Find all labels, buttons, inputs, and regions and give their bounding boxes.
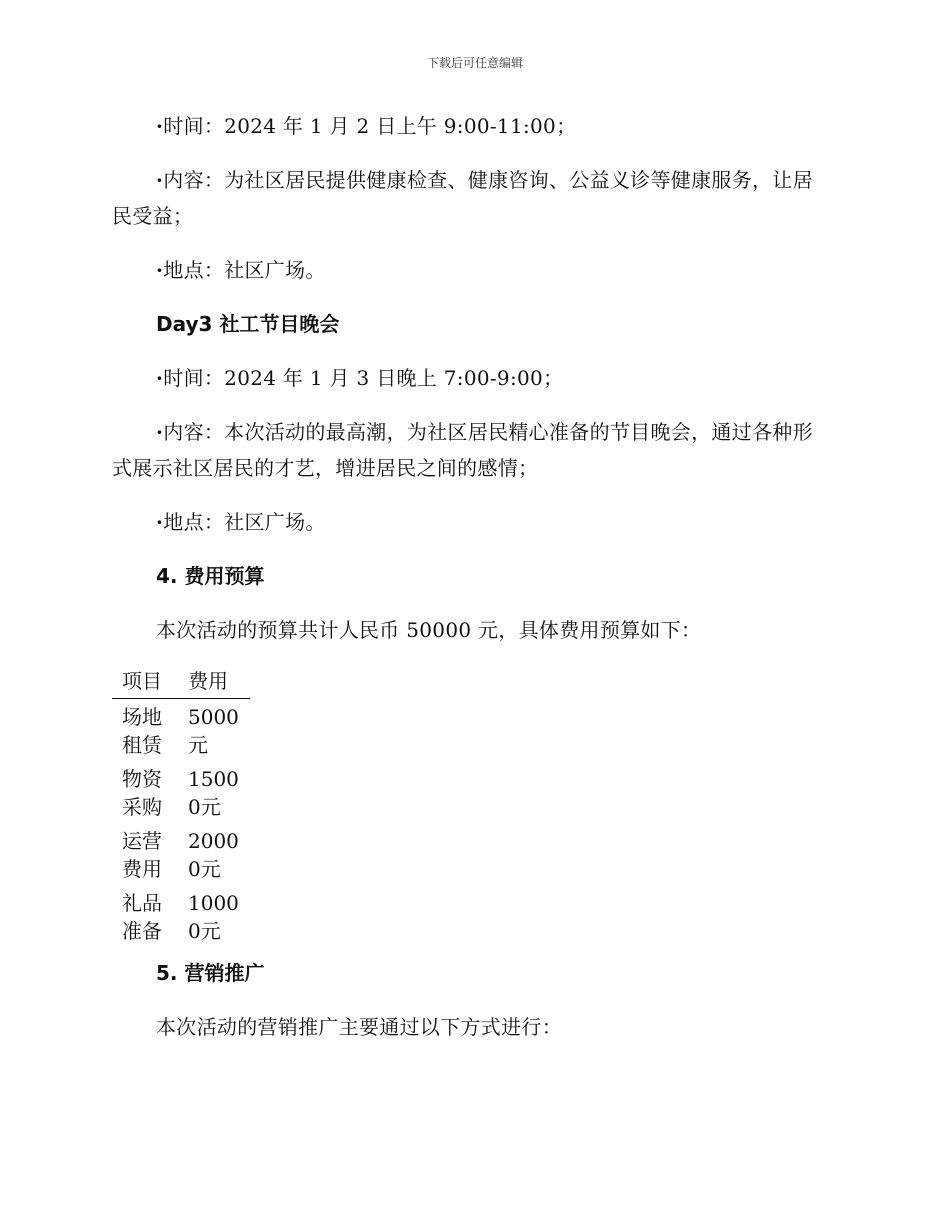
table-cell-item: 礼品准备 <box>122 891 162 943</box>
bullet-marker: · <box>156 168 164 192</box>
day3-place: ·地点：社区广场。 <box>156 510 326 534</box>
marketing-intro: 本次活动的营销推广主要通过以下方式进行： <box>156 1015 562 1039</box>
budget-table <box>112 666 250 947</box>
document-body <box>112 108 832 1063</box>
budget-intro: 本次活动的预算共计人民币 50000 元，具体费用预算如下： <box>156 618 702 642</box>
table-cell-item: 运营费用 <box>122 829 162 881</box>
budget-heading: 4. 费用预算 <box>156 564 265 588</box>
day2-place: ·地点：社区广场。 <box>156 258 326 282</box>
day2-time: ·时间：2024 年 1 月 2 日上午 9:00-11:00； <box>156 114 577 138</box>
day3-time: ·时间：2024 年 1 月 3 日晚上 7:00-9:00； <box>156 366 564 390</box>
bullet-marker: · <box>156 420 164 444</box>
table-header-item: 项目 <box>112 666 178 699</box>
bullet-marker: · <box>156 258 164 282</box>
table-row <box>112 823 250 885</box>
table-cell-cost: 20000元 <box>188 829 239 881</box>
day2-content: ·内容：为社区居民提供健康检查、健康咨询、公益义诊等健康服务，让居民受益； <box>112 168 813 228</box>
day3-content: ·内容：本次活动的最高潮，为社区居民精心准备的节目晚会，通过各种形式展示社区居民的才艺，增进居民之间的感情； <box>112 420 813 480</box>
bullet-marker: · <box>156 510 164 534</box>
marketing-heading: 5. 营销推广 <box>156 961 265 985</box>
table-header-cost: 费用 <box>178 666 250 699</box>
page-header: 下载后可任意编辑 <box>426 56 523 70</box>
table-header-row <box>112 666 250 699</box>
table-cell-item: 物资采购 <box>122 767 162 819</box>
table-row <box>112 885 250 947</box>
table-row <box>112 699 250 762</box>
table-cell-item: 场地租赁 <box>122 705 162 757</box>
bullet-marker: · <box>156 366 164 390</box>
table-cell-cost: 10000元 <box>188 891 239 943</box>
bullet-marker: · <box>156 114 164 138</box>
day3-heading: Day3 社工节目晚会 <box>156 312 340 336</box>
table-row <box>112 761 250 823</box>
table-cell-cost: 15000元 <box>188 767 239 819</box>
table-cell-cost: 5000元 <box>188 705 239 757</box>
